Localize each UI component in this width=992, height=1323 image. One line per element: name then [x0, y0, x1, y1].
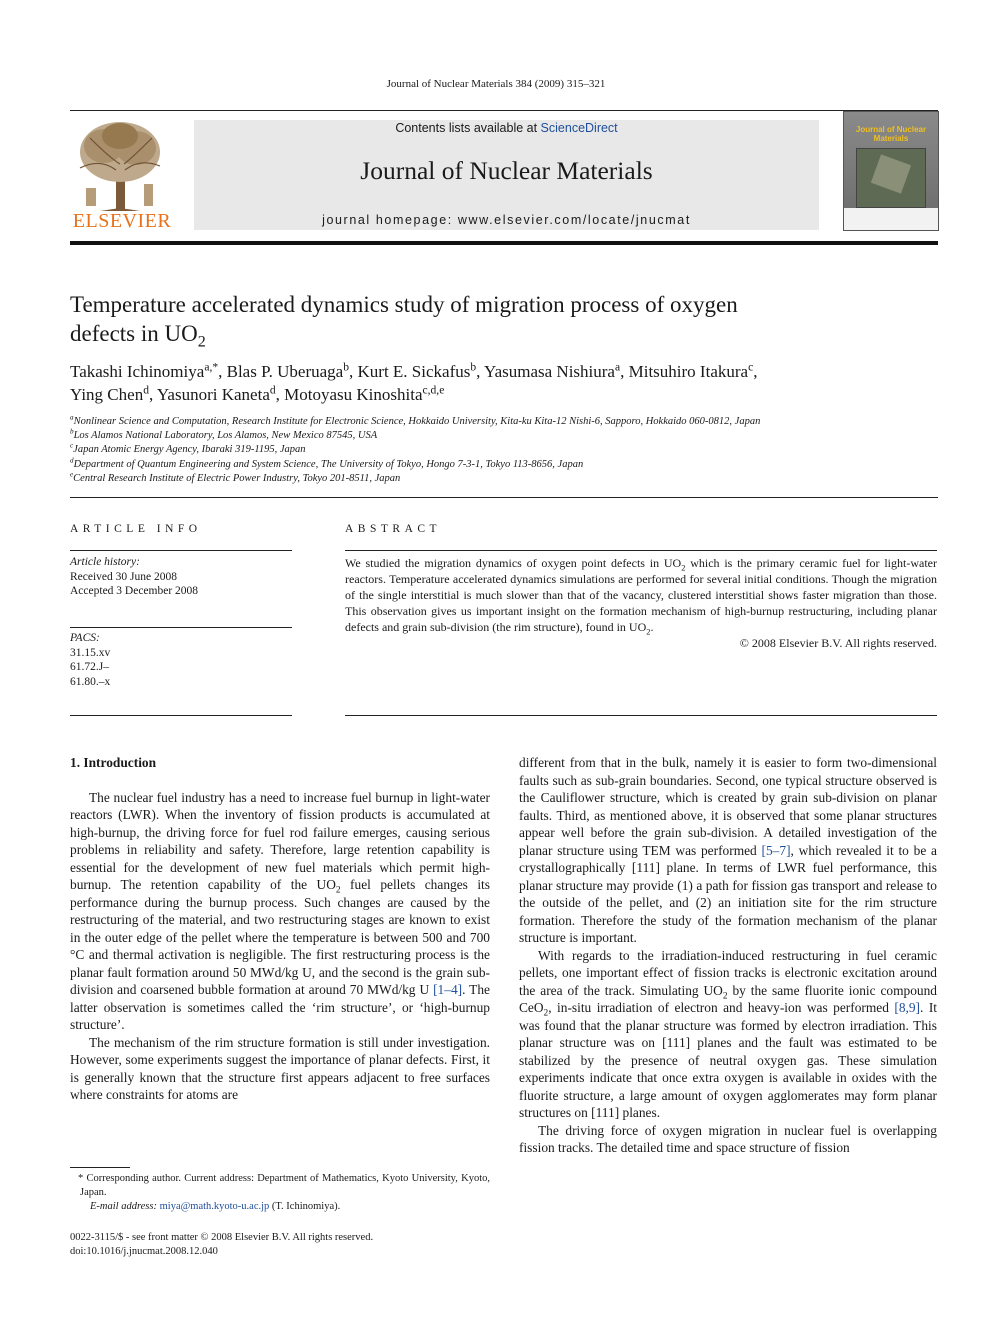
- contents-prefix: Contents lists available at: [395, 121, 541, 135]
- journal-title: Journal of Nuclear Materials: [360, 156, 653, 185]
- author-name[interactable]: Motoyasu Kinoshita: [284, 385, 423, 404]
- paragraph: The driving force of oxygen migration in nuclear fuel is overlapping fission tracks. The detailed time and space structure of fission: [519, 1122, 937, 1155]
- pacs-rule: [70, 627, 292, 628]
- issn-line: 0022-3115/$ - see front matter © 2008 Elsevier B.V. All rights reserved.: [70, 1232, 374, 1243]
- journal-homepage-link[interactable]: journal homepage: www.elsevier.com/locate/jnucmat: [322, 213, 691, 227]
- article-history: [70, 555, 292, 599]
- front-matter: [70, 1231, 490, 1259]
- affiliation: $^e$Central Research Institute of Electric Power Industry, Tokyo 201-8511, Japan: [70, 470, 401, 484]
- cover-image: [856, 148, 926, 208]
- section-heading: 1. Introduction: [70, 755, 157, 770]
- article-info-heading: ARTICLE INFO: [70, 523, 202, 535]
- elsevier-logo[interactable]: [70, 118, 174, 233]
- author-name[interactable]: Yasunori Kaneta: [156, 385, 270, 404]
- author-name[interactable]: Takashi Ichinomiya: [70, 362, 205, 381]
- body-column-left: [70, 754, 490, 1104]
- author-line-1: Takashi Ichinomiya$^{a,*}$, Blas P. Uberuaga$^b$, Kurt E. Sickafus$^b$, Yasumasa Nishiura$^a$, Mitsuhiro Itakura$^c$,: [70, 360, 758, 381]
- abstract-heading: ABSTRACT: [345, 523, 442, 535]
- paragraph: The mechanism of the rim structure formation is still under investigation. However, some experiments suggest the importance of planar defects. First, it is generally known that the structure first appears adjacent to free surfaces where constraints for atoms are: [70, 1034, 490, 1102]
- pacs-label: PACS:: [70, 632, 100, 644]
- email-link[interactable]: miya@math.kyoto-u.ac.jp: [159, 1201, 270, 1212]
- affiliation: $^b$Los Alamos National Laboratory, Los Alamos, New Mexico 87545, USA: [70, 427, 378, 442]
- author-name[interactable]: Kurt E. Sickafus: [357, 362, 471, 381]
- footnote: * Corresponding author. Current address: Department of Mathematics, Kyoto University, Kyoto, Japan. E-mail address: miya@math.kyoto-u.ac.jp (T. Ichinomiya).: [78, 1173, 490, 1212]
- pacs-code: 61.72.J–: [70, 661, 109, 673]
- received-date: Received 30 June 2008: [70, 570, 177, 583]
- paragraph: With regards to the irradiation-induced restructuring in fuel ceramic pellets, one important effect of fission tracks is electronic excitation around the area of the track. Simulating $UO_2$ by the same fluorite ionic compound CeO$_2$, in-situ irradiation of electron and heavy-ion was performed [8,9]. It was found that the planar structure was formed by electron irradiation. This planar structure was on [111] planes and the fault was estimated to be stabilized by the presence of neutral oxygen gas. These simulation experiments indicate that once extra oxygen is available in oxides with the fluorite structure, a large amount of oxygen agglomerates may form planar structures on [111] planes.: [519, 947, 938, 1120]
- affiliation: $^c$Japan Atomic Energy Agency, Ibaraki 319-1195, Japan: [70, 441, 306, 456]
- sciencedirect-link[interactable]: ScienceDirect: [540, 121, 618, 135]
- author-name[interactable]: Ying Chen: [70, 385, 144, 404]
- article-title-line2: defects in $UO_2$: [70, 321, 206, 351]
- abstract-bottom-rule: [345, 715, 937, 716]
- citation-link[interactable]: [5–7]: [761, 842, 791, 858]
- journal-cover-thumbnail[interactable]: [843, 111, 939, 231]
- masthead-top-rule: [70, 110, 938, 111]
- article-title: [70, 290, 930, 351]
- footnote-rule: [70, 1167, 130, 1168]
- body-column-right: [519, 754, 937, 1157]
- abstract-rule: [345, 550, 937, 551]
- affiliation-list: [70, 415, 938, 486]
- pacs-block: [70, 631, 292, 689]
- paragraph: The nuclear fuel industry has a need to increase fuel burnup in light-water reactors (LWR). When the inventory of fission products is accumulated at high-burnup, the driving force for fuel rod failure emerges, causing serious problems in reliability and safety. Therefore, large retention capability is essential for the development of new fuel materials which permit high-burnup. The retention capability of the $UO_2$ fuel pellets changes its performance during the burnup process. Such changes are caused by the restructuring of the material, and two restructuring stages are known to exist in the outer edge of the pellet where the temperature is between 500 and 700 °C and thermal activation is negligible. The first restructuring process is the planar fault formation around 50 MWd/kg U, and the second is the grain sub-division and coarsened bubble formation at around 70 MWd/kg U [1–4]. The latter observation is sometimes called the ‘rim structure’, or ‘high-burnup structure’.: [70, 789, 490, 1032]
- running-head: Journal of Nuclear Materials 384 (2009) 315–321: [386, 78, 606, 90]
- paragraph: different from that in the bulk, namely it is easier to form two-dimensional faults such as sub-grain boundaries. Second, one typical structure observed is the Cauliflower structure, which is created by grain sub-division on planar faults. Third, as mentioned above, it is observed that some planar structures appear well before the grain sub-division. A detailed investigation of the planar structure using TEM was performed [5–7], which revealed it to be a crystallographically [111] plane. In terms of LWR fuel performance, this planar structure may provide (1) a path for fission gas transport and release to the outside of the pellet, and (2) an initiation site for the rim structure formation. Therefore the study of the formation mechanism of the planar structure is important.: [519, 755, 937, 945]
- article-info-rule: [70, 550, 292, 551]
- accepted-date: Accepted 3 December 2008: [70, 585, 199, 597]
- author-list: [70, 360, 938, 406]
- affiliation: $^a$Nonlinear Science and Computation, Research Institute for Electronic Science, Hokkaido University, Kita-ku Kita-12 Nishi-6, Sapporo, Hokkaido 060-0812, Japan: [70, 413, 761, 427]
- pacs-code: 31.15.xv: [70, 646, 111, 659]
- contents-line: [194, 121, 819, 135]
- publisher-name: ELSEVIER: [72, 210, 172, 232]
- cover-title: Journal of Nuclear Materials: [855, 125, 927, 143]
- citation-link[interactable]: [8,9]: [894, 1000, 921, 1015]
- affiliation-divider: [70, 497, 938, 498]
- history-label: Article history:: [70, 556, 140, 568]
- article-title-line1: Temperature accelerated dynamics study of migration process of oxygen: [70, 292, 738, 317]
- article-info-bottom-rule: [70, 715, 292, 716]
- affiliation: $^d$Department of Quantum Engineering and System Science, The University of Tokyo, Hongo 7-3-1, Tokyo 113-8656, Japan: [70, 456, 584, 470]
- abstract-copyright: © 2008 Elsevier B.V. All rights reserved.: [739, 636, 937, 650]
- author-name[interactable]: Mitsuhiro Itakura: [628, 362, 749, 381]
- doi-line[interactable]: doi:10.1016/j.jnucmat.2008.12.040: [70, 1246, 218, 1257]
- abstract-text: We studied the migration dynamics of oxygen point defects in $UO_2$ which is the primary ceramic fuel for light-water reactors. Temperature accelerated dynamics simulations are performed for several initial conditions. Though the migration of the single interstitial is much slower than that of the vacancy, clustered interstitial shows faster migration than those. This observation gives us important insight on the formation mechanism of high-burnup restructuring, including planar defects and grain sub-division (the rim structure), found in $UO_2$. © 2008 Elsevier B.V. All rights reserved.: [345, 556, 937, 650]
- masthead-bottom-rule: [70, 241, 938, 245]
- pacs-code: 61.80.–x: [70, 675, 111, 688]
- author-name[interactable]: Yasumasa Nishiura: [484, 362, 615, 381]
- author-line-2: Ying Chen$^d$, Yasunori Kaneta$^d$, Motoyasu Kinoshita$^{c,d,e}$: [70, 383, 445, 404]
- author-name[interactable]: Blas P. Uberuaga: [226, 362, 344, 381]
- citation-link[interactable]: [1–4]: [433, 982, 463, 997]
